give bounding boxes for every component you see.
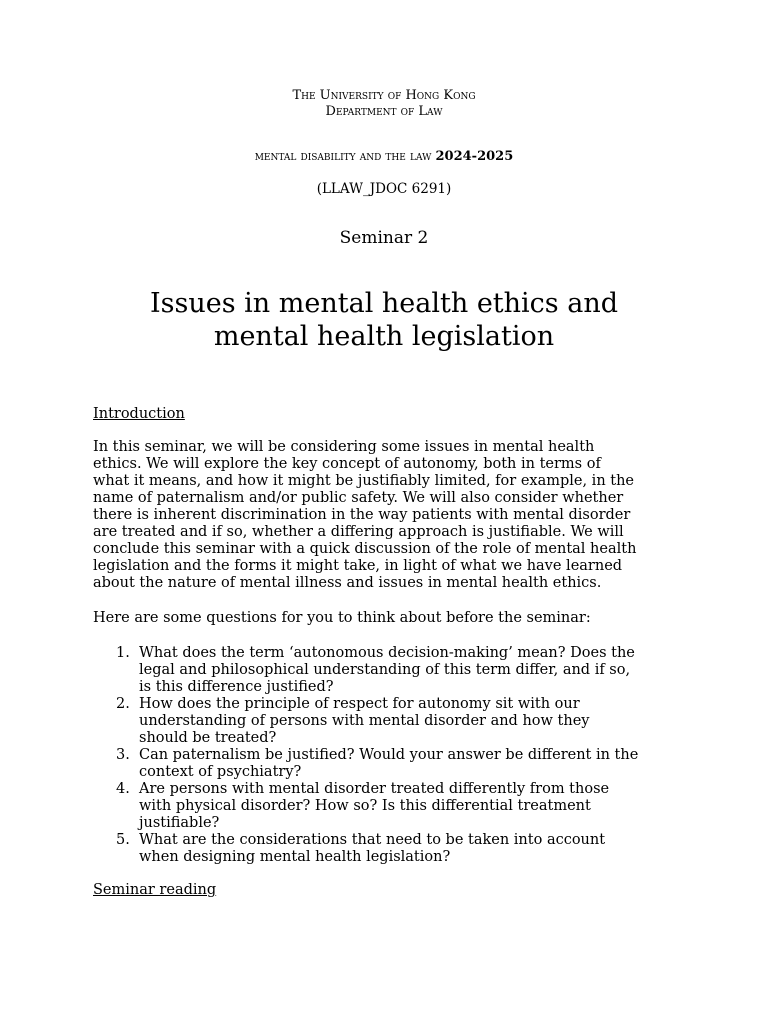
question-line: justifiable? — [139, 815, 220, 831]
question-number: 1. — [116, 645, 130, 661]
questions-lead: Here are some questions for you to think about before the seminar: — [93, 610, 591, 626]
question-number: 3. — [116, 747, 130, 763]
paragraph-line: are treated and if so, whether a differing approach is justifiable. We will — [93, 524, 624, 540]
introduction-heading: Introduction — [93, 406, 185, 422]
paragraph-line: there is inherent discrimination in the way patients with mental disorder — [93, 507, 631, 523]
question-number: 5. — [116, 832, 130, 848]
document-title — [0, 287, 768, 353]
seminar-number: Seminar 2 — [339, 228, 429, 248]
question-line: How does the principle of respect for autonomy sit with our — [139, 696, 580, 712]
question-line: when designing mental health legislation? — [139, 849, 451, 865]
title-line-1: Issues in mental health ethics and — [149, 288, 619, 319]
question-line: with physical disorder? How so? Is this differential treatment — [139, 798, 591, 814]
question-line: understanding of persons with mental disorder and how they — [139, 713, 590, 729]
question-item — [93, 696, 683, 747]
question-item — [93, 832, 683, 866]
paragraph-line: ethics. We will explore the key concept of autonomy, both in terms of — [93, 456, 601, 472]
university-name: The University of Hong Kong — [292, 88, 476, 103]
course-line — [0, 149, 768, 165]
question-item — [93, 747, 683, 781]
question-line: What are the considerations that need to be taken into account — [139, 832, 606, 848]
course-year: 2024-2025 — [435, 149, 514, 164]
question-line: What does the term ‘autonomous decision-making’ mean? Does the — [139, 645, 635, 661]
paragraph-line: about the nature of mental illness and issues in mental health ethics. — [93, 575, 602, 591]
question-line: legal and philosophical understanding of this term differ, and if so, — [139, 662, 631, 678]
introduction-paragraph — [93, 439, 683, 592]
paragraph-line: what it means, and how it might be justifiably limited, for example, in the — [93, 473, 635, 489]
question-line: is this difference justified? — [139, 679, 334, 695]
question-line: Can paternalism be justified? Would your answer be different in the — [139, 747, 639, 763]
paragraph-line: name of paternalism and/or public safety. We will also consider whether — [93, 490, 624, 506]
course-code: (LLAW_JDOC 6291) — [316, 181, 452, 197]
question-number: 2. — [116, 696, 130, 712]
seminar-reading-heading: Seminar reading — [93, 882, 217, 898]
course-name: mental disability and the law — [254, 149, 432, 164]
university-header — [0, 88, 768, 120]
question-line: Are persons with mental disorder treated differently from those — [139, 781, 610, 797]
question-item — [93, 645, 683, 696]
question-line: context of psychiatry? — [139, 764, 302, 780]
department-name: Department of Law — [325, 104, 443, 119]
question-line: should be treated? — [139, 730, 277, 746]
questions-list — [93, 645, 683, 866]
paragraph-line: conclude this seminar with a quick discussion of the role of mental health — [93, 541, 637, 557]
paragraph-line: In this seminar, we will be considering some issues in mental health — [93, 439, 595, 455]
paragraph-line: legislation and the forms it might take, in light of what we have learned — [93, 558, 623, 574]
question-number: 4. — [116, 781, 130, 797]
title-line-2: mental health legislation — [213, 321, 555, 352]
question-item — [93, 781, 683, 832]
